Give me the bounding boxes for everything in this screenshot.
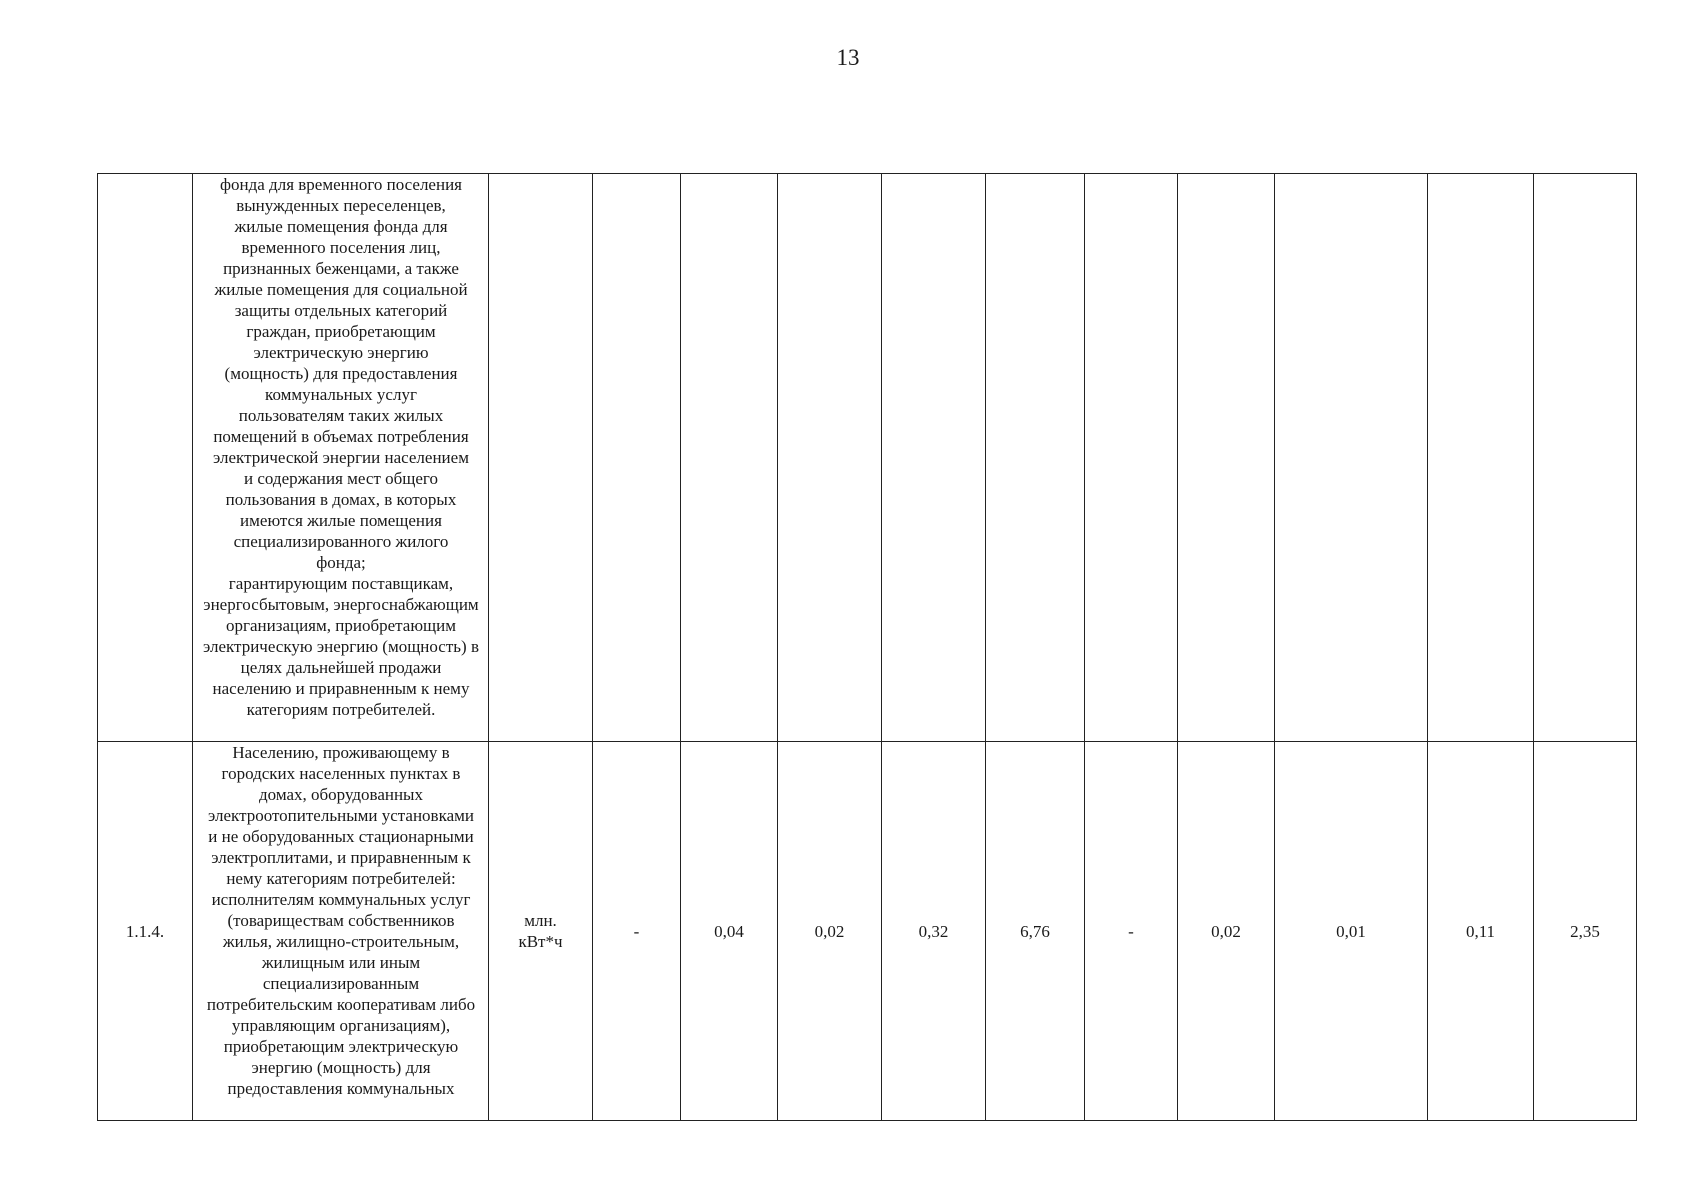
row-unit-cell: млн. кВт*ч: [489, 742, 593, 1121]
row-number-cell: [98, 174, 193, 742]
value-cell: [1178, 174, 1275, 742]
value-cell: [1275, 174, 1428, 742]
value-cell: [778, 174, 882, 742]
row-number-cell: 1.1.4.: [98, 742, 193, 1121]
page-number: 13: [836, 45, 860, 70]
value-cell: 2,35: [1534, 742, 1637, 1121]
value-cell: [593, 174, 681, 742]
tariff-table: [97, 173, 1637, 1121]
value-cell: -: [1085, 742, 1178, 1121]
table-row: [98, 174, 1637, 742]
value-cell: -: [593, 742, 681, 1121]
value-cell: 0,32: [882, 742, 986, 1121]
row-description-text: фонда для временного поселения вынужденных переселенцев, жилые помещения фонда для временного поселения лиц, признанных беженцами, а также жилые помещения для социальной защиты отдельных категорий граждан, приобретающим электрическую энергию (мощность) для предоставления коммунальных услуг пользователям таких жилых помещений в объемах потребления электрической энергии населением и содержания мест общего пользования в домах, в которых имеются жилые помещения специализированного жилого фонда; гарантирующим поставщикам, энергосбытовым, энергоснабжающим организациям, приобретающим электрическую энергию (мощность) в целях дальнейшей продажи населению и приравненным к нему категориям потребителей.: [203, 175, 479, 719]
value-cell: 0,02: [778, 742, 882, 1121]
value-cell: [1085, 174, 1178, 742]
value-cell: [986, 174, 1085, 742]
value-cell: [1534, 174, 1637, 742]
value-cell: [681, 174, 778, 742]
value-cell: 6,76: [986, 742, 1085, 1121]
row-description-text: Населению, проживающему в городских населенных пунктах в домах, оборудованных электроотопительными установками и не оборудованных стационарными электроплитами, и приравненным к нему категориям потребителей: исполнителям коммунальных услуг (товариществам собственников жилья, жилищно-строительным, жилищным или иным специализированным потребительским кооперативам либо управляющим организациям), приобретающим электрическую энергию (мощность) для предоставления коммунальных: [206, 743, 476, 1098]
table-row: [98, 742, 1637, 1121]
value-cell: [882, 174, 986, 742]
row-unit-cell: [489, 174, 593, 742]
value-cell: 0,11: [1428, 742, 1534, 1121]
value-cell: [1428, 174, 1534, 742]
value-cell: 0,01: [1275, 742, 1428, 1121]
row-description-cell: [193, 174, 489, 742]
row-description-cell: [193, 742, 489, 1121]
value-cell: 0,04: [681, 742, 778, 1121]
value-cell: 0,02: [1178, 742, 1275, 1121]
